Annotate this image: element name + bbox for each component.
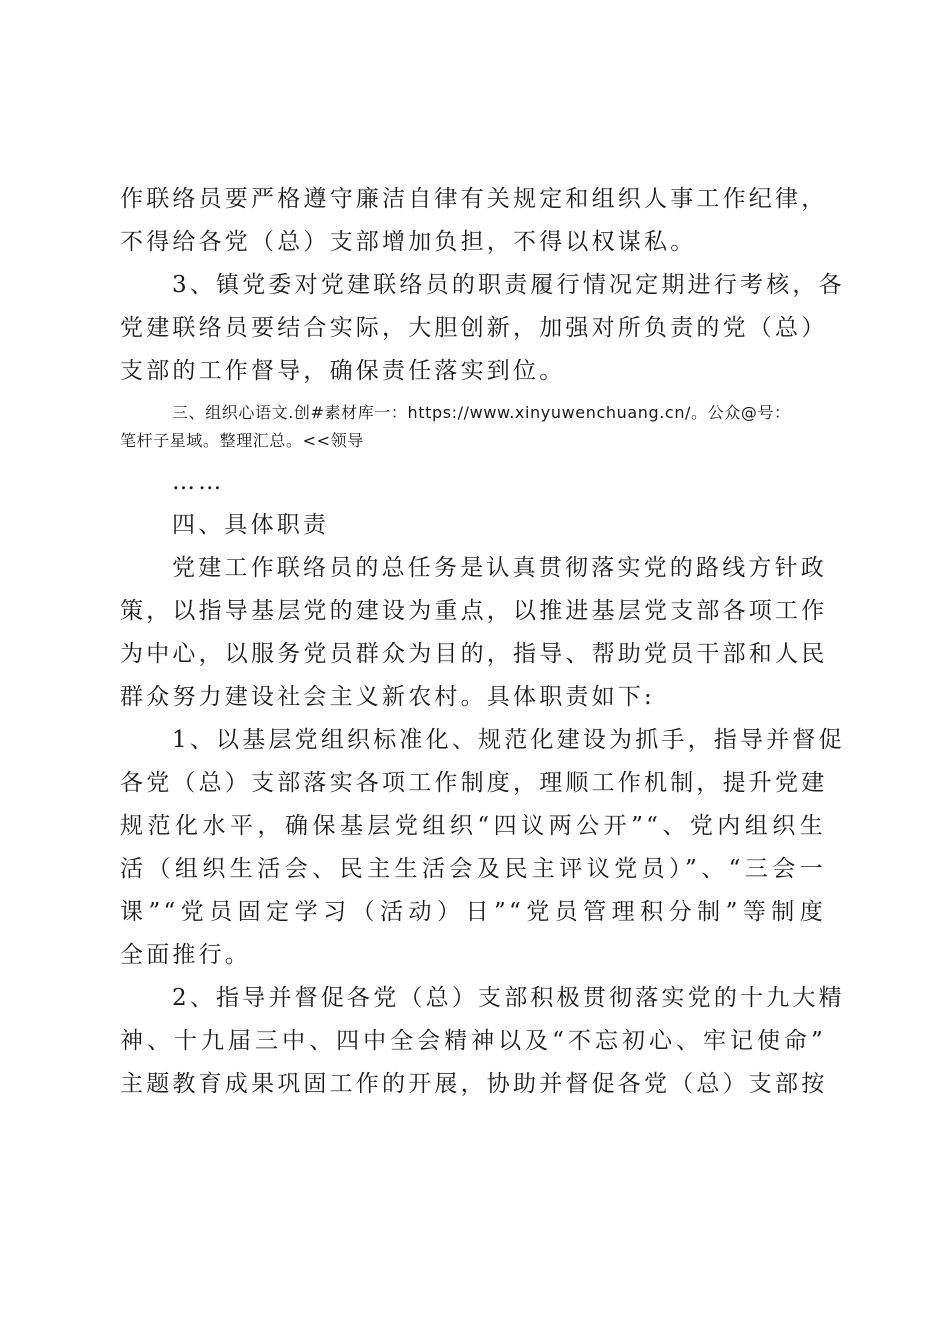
text-line: 不得给各党（总）支部增加负担，不得以权谋私。: [120, 229, 697, 255]
text-line: 各党（总）支部落实各项工作制度，理顺工作机制，提升党建: [120, 770, 828, 796]
text-line: 活（组织生活会、民主生活会及民主评议党员）”、“三会一: [120, 856, 826, 882]
text-line: 规范化水平，确保基层党组织“四议两公开”“、党内组织生: [120, 813, 826, 839]
watermark-line: 三、组织心语文.创#素材库一：https://www.xinyuwenchuang.cn/。公众@号：: [172, 403, 791, 422]
text-line: 主题教育成果巩固工作的开展，协助并督促各党（总）支部按: [120, 1071, 828, 1097]
text-line: 策，以指导基层党的建设为重点，以推进基层党支部各项工作: [120, 598, 828, 624]
text-line: 作联络员要严格遵守廉洁自律有关规定和组织人事工作纪律，: [120, 186, 828, 212]
text-line: 神、十九届三中、四中全会精神以及“不忘初心、牢记使命”: [120, 1028, 826, 1054]
text-line: 3、镇党委对党建联络员的职责履行情况定期进行考核，各: [172, 272, 845, 298]
text-line: 全面推行。: [120, 942, 251, 968]
text-line: 群众努力建设社会主义新农村。具体职责如下:: [120, 684, 655, 710]
text-line: 党建工作联络员的总任务是认真贯彻落实党的路线方针政: [172, 555, 827, 581]
paragraph-intro: [120, 547, 826, 719]
watermark-note: [120, 399, 826, 455]
text-line: 为中心，以服务党员群众为目的，指导、帮助党员干部和人民: [120, 641, 828, 667]
ellipsis: ……: [172, 469, 225, 495]
paragraph-discipline: [120, 178, 826, 264]
text-line: 支部的工作督导，确保责任落实到位。: [120, 358, 566, 384]
paragraph-assessment: [120, 264, 845, 393]
text-line: 党建联络员要结合实际，大胆创新，加强对所负责的党（总）: [120, 315, 828, 341]
paragraph-duty-1: [120, 719, 845, 977]
section-heading: 四、具体职责: [172, 512, 330, 538]
text-line: 1、以基层党组织标准化、规范化建设为抓手，指导并督促: [172, 727, 845, 753]
text-line: 课”“党员固定学习（活动）日”“党员管理积分制”等制度: [120, 899, 826, 925]
paragraph-duty-2: [120, 977, 845, 1106]
text-line: 2、指导并督促各党（总）支部积极贯彻落实党的十九大精: [172, 985, 845, 1011]
watermark-line: 笔杆子星域。整理汇总。<<领导: [120, 431, 364, 450]
document-page: [120, 178, 845, 1106]
